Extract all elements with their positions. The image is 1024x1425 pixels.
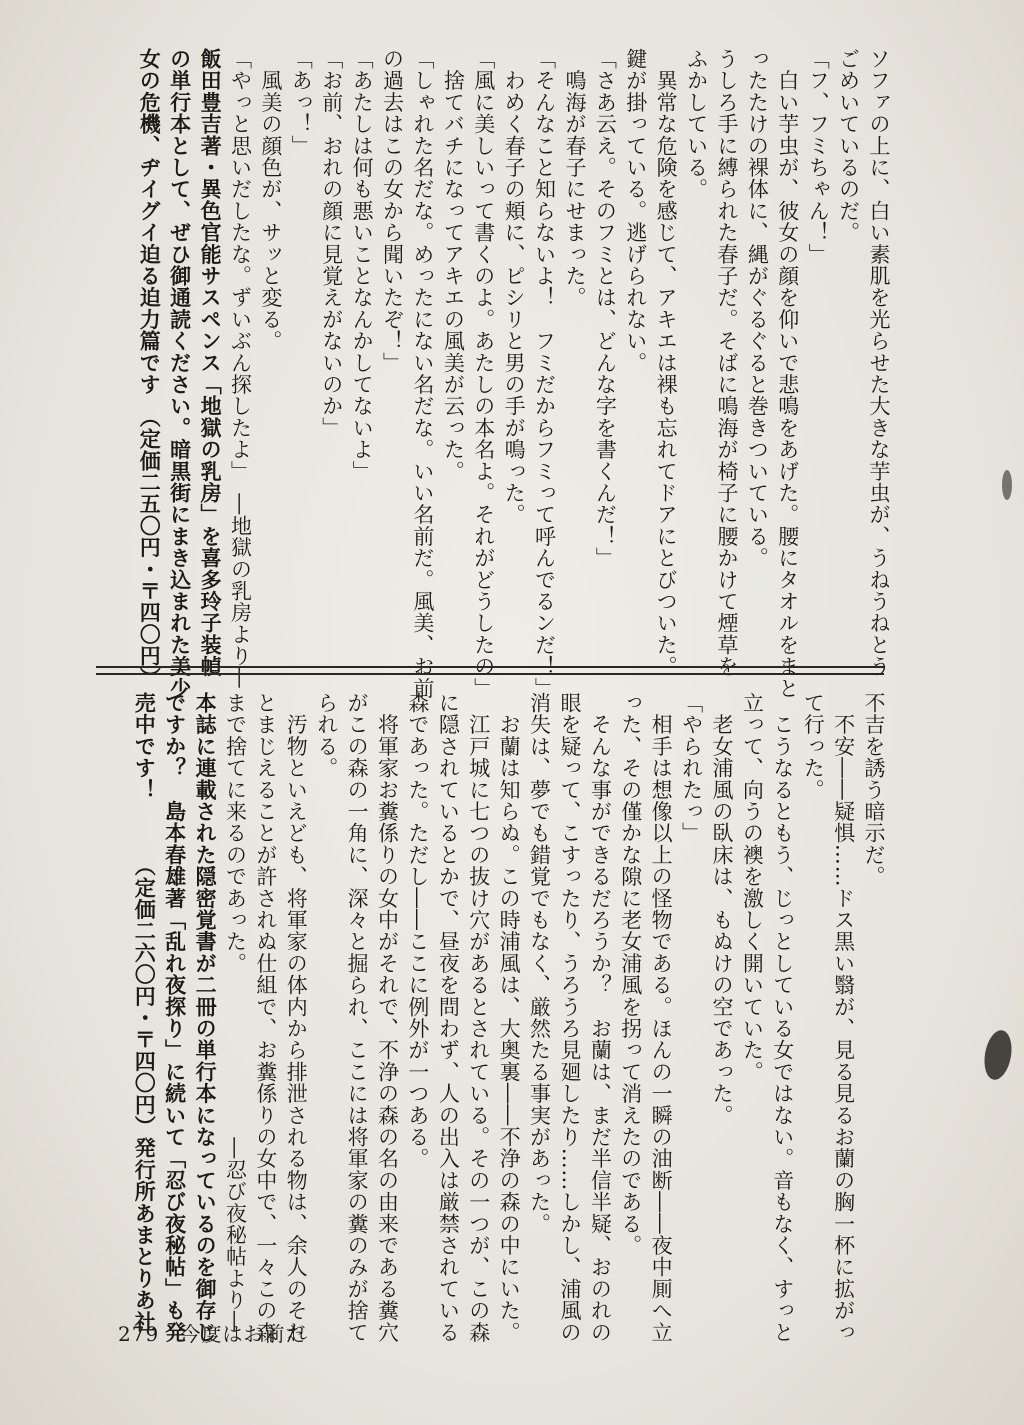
section-divider [96, 666, 884, 668]
section-divider [96, 673, 884, 675]
text-line: 不安――疑惧……ドス黒い翳が、見る見るお蘭の胸一杯に拡がっ [831, 692, 856, 1343]
top-text-block [94, 48, 894, 699]
text-line: まで捨てに来るのであった。 ―忍び夜秘帖より― [223, 692, 248, 1333]
ad-line: 売中です！ （定価二六〇円・〒四〇円）発行所あまとりあ社 [132, 692, 158, 1333]
ad-line: 飯田豊吉著・異色官能サスペンス「地獄の乳房」を喜多玲子装幀 [198, 48, 224, 678]
text-line: ふかしている。 [684, 48, 709, 200]
text-line: 「あっ！」 [289, 48, 314, 157]
text-line: 白い芋虫が、彼女の顔を仰いで悲鳴をあげた。腰にタオルをまと [775, 48, 800, 699]
text-line: 「さあ云え。そのフミとは、どんな字を書くんだ！」 [593, 48, 618, 569]
text-line: 鍵が掛っている。逃げられない。 [623, 48, 648, 374]
text-line: ソファの上に、白い素肌を光らせた大きな芋虫が、うねうねとう [867, 48, 891, 678]
text-line: 捨てバチになってアキエの風美が云った。 [441, 48, 466, 482]
text-line: 森であった。ただし――ここに例外が一つある。 [405, 692, 430, 1170]
text-line: 「やっと思いだしたな。ずいぶん探したよ」 ―地獄の乳房より― [228, 48, 253, 689]
text-line: 「フ、フミちゃん！」 [806, 48, 831, 265]
text-line: 「しゃれた名だな。めったにない名だな。いい名前だ。風美、お前 [410, 48, 435, 699]
text-line: ったたけの裸体に、縄がぐるぐると巻きついている。 [745, 48, 770, 569]
text-line: ごめいているのだ。 [836, 48, 861, 244]
text-line: 風美の顔色が、サッと変る。 [258, 48, 283, 352]
text-line: 消失は、夢でも錯覚でもなく、厳然たる事実があった。 [527, 692, 552, 1235]
text-line: の過去はこの女から聞いたぞ！」 [380, 48, 405, 374]
text-line: 「あたしは何も悪いことなんかしてないよ」 [350, 48, 375, 482]
text-line: がこの森の一角に、深々と掘られ、ここには将軍家の糞のみが捨て [345, 692, 370, 1343]
text-line: 「やられたっ」 [679, 692, 704, 844]
text-line: そんな事ができるだろうか？ お蘭は、まだ半信半疑、おのれの [588, 692, 613, 1343]
text-line: お蘭は知らぬ。この時浦風は、大奥裏――不浄の森の中にいた。 [497, 692, 522, 1343]
page-footer [118, 1318, 307, 1347]
text-line: とまじえることが許されぬ仕組で、お糞係りの女中で、一々この森 [253, 692, 278, 1343]
text-line: られる。 [314, 692, 339, 779]
text-line: 将軍家お糞係りの女中がそれで、不浄の森の名の由来である糞穴 [375, 692, 400, 1343]
text-line: 不吉を誘う暗示だ。 [862, 692, 886, 888]
ad-line: ですか？ 島本春雄著「乱れ夜探り」に続いて「忍び夜秘帖」も発 [162, 692, 188, 1343]
text-line: った、その僅かな隙に老女浦風を拐って消えたのである。 [618, 692, 643, 1257]
ad-line: 本誌に連載された隠密覚書が二冊の単行本になっているのを御存じ [193, 692, 219, 1343]
text-line: 老女浦風の臥床は、もぬけの空であった。 [709, 692, 734, 1126]
text-line: に隠されているとかで、昼夜を問わず、人の出入は厳禁されている [436, 692, 461, 1343]
ad-line: 女の危機、ヂイグイ迫る迫力篇です （定価二五〇円・〒四〇円） [137, 48, 163, 689]
text-line: 江戸城に七つの抜け穴があるとされている。その一つが、この森 [466, 692, 491, 1343]
ink-blot-icon [1002, 470, 1012, 500]
text-line: て行った。 [801, 692, 826, 801]
running-title: 今度はお前だ [180, 1322, 307, 1346]
ink-blot-icon [981, 1028, 1015, 1082]
text-line: 異常な危険を感じて、アキエは裸も忘れてドアにとびついた。 [654, 48, 679, 678]
text-line: わめく春子の頬に、ピシリと男の手が鳴った。 [502, 48, 527, 526]
ad-line: の単行本として、ぜひ御通読ください。暗黒街にまき込まれた美少 [167, 48, 193, 699]
text-line: こうなるともう、じっとしている女ではない。音もなく、すっと [770, 692, 795, 1343]
text-line: 立って、向うの襖を激しく開いていた。 [740, 692, 765, 1083]
page-number: 279 [118, 1322, 160, 1346]
text-line: うしろ手に縛られた春子だ。そばに鳴海が椅子に腰かけて煙草を [714, 48, 739, 678]
text-line: 「お前、おれの顔に見覚えがないのか」 [319, 48, 344, 439]
text-line: 相手は想像以上の怪物である。ほんの一瞬の油断――夜中厠へ立 [649, 692, 674, 1343]
text-line: 「風に美しいって書くのよ。あたしの本名よ。それがどうしたの」 [471, 48, 496, 699]
text-line: 「そんなこと知らないよ！ フミだからフミって呼んでるンだ！」 [532, 48, 557, 699]
text-line: 鳴海が春子にせまった。 [562, 48, 587, 309]
text-line: 汚物といえども、将軍家の体内から排泄される物は、余人のそれ [284, 692, 309, 1343]
text-line: 眼を疑って、こすったり、うろうろ見廻したり……しかし、浦風の [557, 692, 582, 1343]
